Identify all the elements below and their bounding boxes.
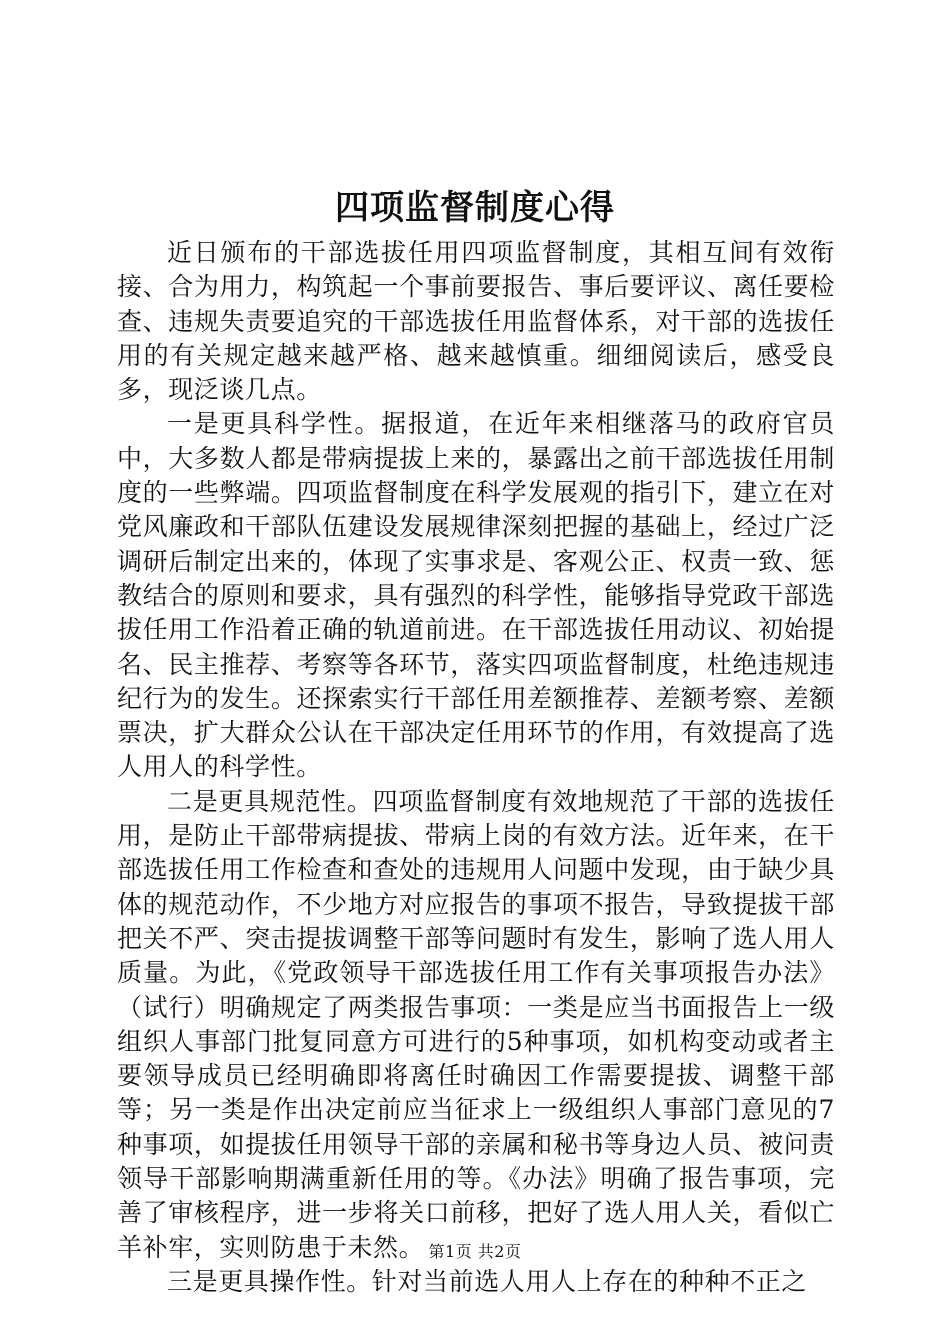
paragraph-scientific: 一是更具科学性。据报道，在近年来相继落马的政府官员中，大多数人都是带病提拔上来的，暴露出之前干部选拔任用制度的一些弊端。四项监督制度在科学发展观的指引下，建立在对党风廉政和干部队伍建设发展规律深刻把握的基础上，经过广泛调研后制定出来的，体现了实事求是、客观公正、权责一致、惩教结合的原则和要求，具有强烈的科学性，能够指导党政干部选拔任用工作沿着正确的轨道前进。在干部选拔任用动议、初始提名、民主推荐、考察等各环节，落实四项监督制度，杜绝违规违纪行为的发生。还探索实行干部任用差额推荐、差额考察、差额票决，扩大群众公认在干部决定任用环节的作用，有效提高了选人用人的科学性。 [117,409,835,782]
page-footer: 第1页 共2页 [428,1242,522,1261]
document-title: 四项监督制度心得 [335,188,615,228]
document-body [117,236,835,1299]
paragraph-intro: 近日颁布的干部选拔任用四项监督制度，其相互间有效衔接、合为用力，构筑起一个事前要报告、事后要评议、离任要检查、违规失责要追究的干部选拔任用监督体系，对干部的选拔任用的有关规定越来越严格、越来越慎重。细细阅读后，感受良多，现泛谈几点。 [117,238,835,405]
paragraph-normative: 二是更具规范性。四项监督制度有效地规范了干部的选拔任用，是防止干部带病提拔、带病上岗的有效方法。近年来，在干部选拔任用工作检查和查处的违规用人问题中发现，由于缺少具体的规范动作，不少地方对应报告的事项不报告，导致提拔干部把关不严、突击提拔调整干部等问题时有发生，影响了选人用人质量。为此，《党政领导干部选拔任用工作有关事项报告办法》（试行）明确规定了两类报告事项：一类是应当书面报告上一级组织人事部门批复同意方可进行的5种事项，如机构变动或者主要领导成员已经明确即将离任时确因工作需要提拔、调整干部等；另一类是作出决定前应当征求上一级组织人事部门意见的7种事项，如提拔任用领导干部的亲属和秘书等身边人员、被问责领导干部影响期满重新任用的等。《办法》明确了报告事项，完善了审核程序，进一步将关口前移，把好了选人用人关，看似亡羊补牢，实则防患于未然。 [117,786,835,1262]
paragraph-operability: 三是更具操作性。针对当前选人用人上存在的种种不正之 [167,1266,808,1296]
